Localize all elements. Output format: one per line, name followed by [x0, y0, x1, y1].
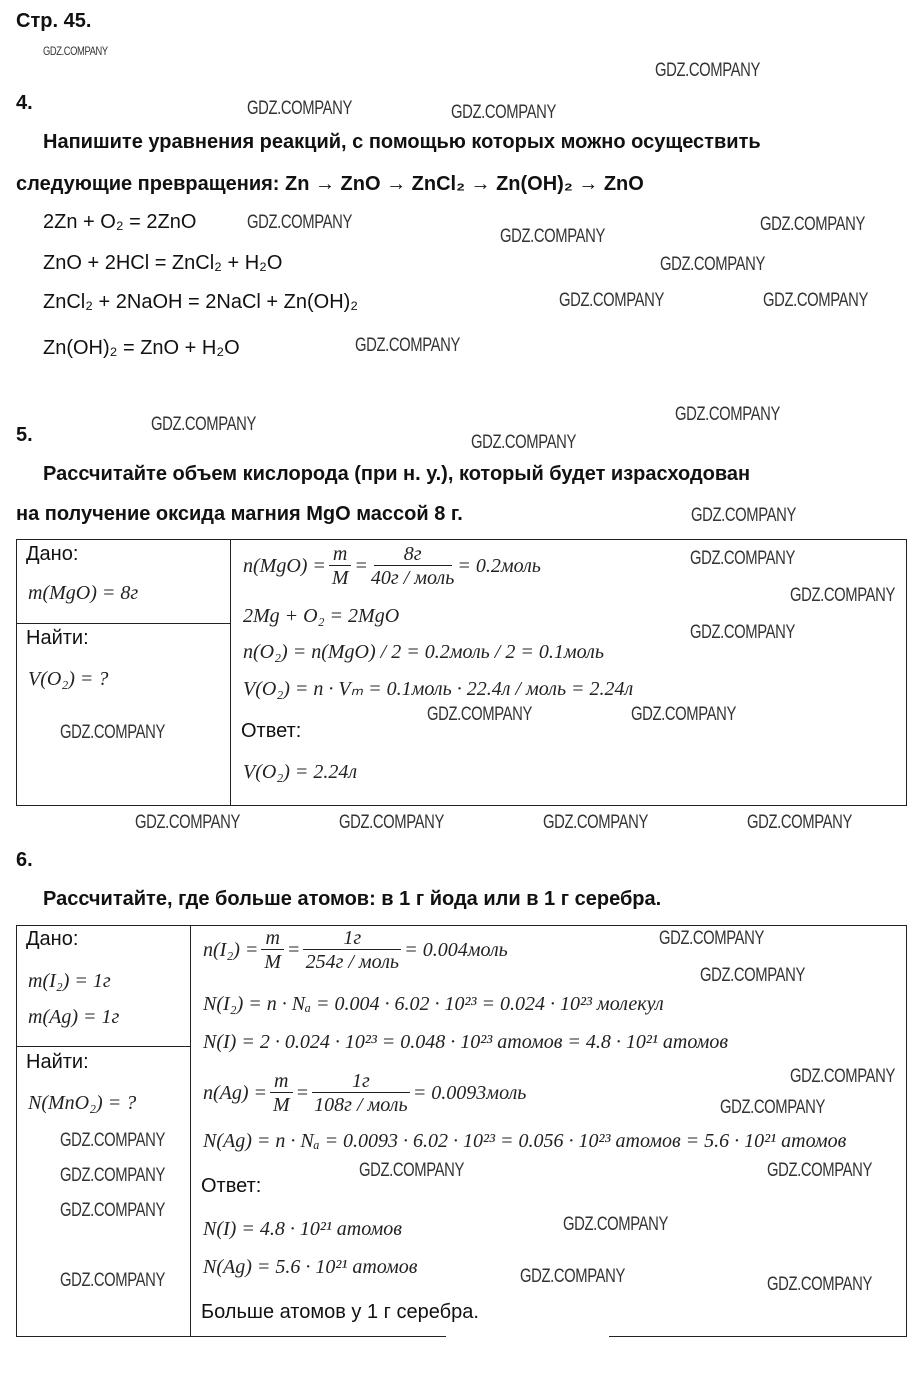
denominator: 108г / моль: [314, 1094, 408, 1116]
watermark: GDZ.COMPANY: [135, 812, 240, 833]
solution-formula-1: n(MgO) = $\frac{m}{M}$ = $\frac{8г}{\text{40г / моль}}$ = 0.2моль: [243, 543, 541, 589]
table-divider: [230, 539, 231, 805]
find-value: V(O₂) = ?: [28, 668, 109, 690]
table-bottom-border: [16, 1336, 446, 1337]
task4-equation-4: Zn(OH)₂ = ZnO + H₂O: [43, 337, 240, 359]
fraction: [270, 1070, 292, 1117]
watermark: GDZ.COMPANY: [763, 290, 868, 311]
formula-lhs: n(MgO) =: [243, 555, 326, 577]
task4-number: 4.: [16, 92, 33, 114]
watermark: GDZ.COMPANY: [60, 1270, 165, 1291]
task6-number: 6.: [16, 849, 33, 871]
denominator: M: [272, 1094, 290, 1116]
watermark: GDZ.COMPANY: [500, 226, 605, 247]
watermark: GDZ.COMPANY: [471, 432, 576, 453]
watermark: GDZ.COMPANY: [355, 335, 460, 356]
watermark: GDZ.COMPANY: [359, 1160, 464, 1181]
denominator: M: [331, 567, 349, 589]
task6-question: Рассчитайте, где больше атомов: в 1 г йода или в 1 г серебра.: [43, 888, 662, 910]
watermark: GDZ.COMPANY: [690, 548, 795, 569]
watermark: GDZ.COMPANY: [451, 102, 556, 123]
watermark: GDZ.COMPANY: [747, 812, 852, 833]
given-value: m(MgO) = 8г: [28, 582, 139, 604]
solution-line: N(I₂) = n · Nₐ = 0.004 · 6.02 · 10²³ = 0.024 · 10²³ молекул: [203, 993, 664, 1015]
fraction: [312, 1070, 410, 1117]
formula-rhs: = 0.2моль: [457, 555, 541, 577]
table-divider: [16, 1046, 190, 1047]
watermark: GDZ.COMPANY: [247, 212, 352, 233]
watermark: GDZ.COMPANY: [767, 1160, 872, 1181]
numerator: 1г: [303, 927, 401, 950]
table-divider: [190, 925, 191, 1337]
given-label: Дано:: [26, 543, 79, 565]
task4-equation-1: 2Zn + O₂ = 2ZnO: [43, 211, 197, 233]
denominator: 40г / моль: [370, 567, 455, 589]
fraction: [261, 927, 283, 974]
watermark: GDZ.COMPANY: [151, 414, 256, 435]
watermark: GDZ.COMPANY: [60, 722, 165, 743]
fraction: [303, 927, 401, 974]
numerator: 8г: [374, 543, 452, 566]
formula-rhs: = 0.0093моль: [412, 1082, 527, 1104]
solution-formula-1: n(I₂) = $\frac{m}{M}$ = $\frac{1г}{\text{254г / моль}}$ = 0.004моль: [203, 927, 508, 973]
task4-equation-2: ZnO + 2HCl = ZnCl₂ + H₂O: [43, 252, 283, 274]
watermark: GDZ.COMPANY: [691, 505, 796, 526]
watermark: GDZ.COMPANY: [631, 704, 736, 725]
solution-line: 2Mg + O₂ = 2MgO: [243, 605, 400, 627]
watermark: GDZ.COMPANY: [659, 928, 764, 949]
formula-lhs: n(Ag) =: [203, 1082, 268, 1104]
watermark: GDZ.COMPANY: [563, 1214, 668, 1235]
denominator: M: [264, 951, 281, 973]
table-divider: [16, 623, 230, 624]
watermark: GDZ.COMPANY: [690, 622, 795, 643]
watermark: GDZ.COMPANY: [767, 1274, 872, 1295]
numerator: m: [329, 543, 351, 566]
task5-question-line2: на получение оксида магния MgO массой 8 г.: [16, 503, 463, 525]
watermark: GDZ.COMPANY: [339, 812, 444, 833]
numerator: m: [261, 927, 283, 950]
fraction: [329, 543, 351, 590]
denominator: 254г / моль: [305, 951, 400, 973]
fraction: [371, 543, 454, 590]
task4-question-line1: Напишите уравнения реакций, с помощью которых можно осуществить: [43, 131, 761, 153]
watermark: GDZ.COMPANY: [60, 1200, 165, 1221]
watermark: GDZ.COMPANY: [247, 98, 352, 119]
formula-rhs: = 0.004моль: [404, 939, 508, 961]
answer-label: Ответ:: [201, 1175, 262, 1197]
watermark: GDZ.COMPANY: [700, 965, 805, 986]
table-bottom-border: [609, 1336, 906, 1337]
watermark: GDZ.COMPANY: [60, 1165, 165, 1186]
answer-value: N(Ag) = 5.6 · 10²¹ атомов: [203, 1256, 418, 1278]
answer-value: N(I) = 4.8 · 10²¹ атомов: [203, 1218, 402, 1240]
find-value: N(MnO₂) = ?: [28, 1092, 137, 1114]
solution-line: N(I) = 2 · 0.024 · 10²³ = 0.048 · 10²³ атомов = 4.8 · 10²¹ атомов: [203, 1031, 729, 1053]
formula-lhs: n(I₂) =: [203, 939, 259, 961]
watermark: GDZ.COMPANY: [660, 254, 765, 275]
answer-value: V(O₂) = 2.24л: [243, 761, 358, 783]
given-value: m(Ag) = 1г: [28, 1006, 120, 1028]
numerator: 1г: [312, 1070, 410, 1093]
task4-equation-3: ZnCl₂ + 2NaOH = 2NaCl + Zn(OH)₂: [43, 291, 359, 313]
conclusion: Больше атомов у 1 г серебра.: [201, 1301, 479, 1323]
watermark: GDZ.COMPANY: [760, 214, 865, 235]
watermark: GDZ.COMPANY: [520, 1266, 625, 1287]
given-label: Дано:: [26, 928, 79, 950]
watermark: GDZ.COMPANY: [655, 60, 760, 81]
watermark: GDZ.COMPANY: [427, 704, 532, 725]
solution-line: N(Ag) = n · Nₐ = 0.0093 · 6.02 · 10²³ = 0.056 · 10²³ атомов = 5.6 · 10²¹ атомов: [203, 1130, 847, 1152]
watermark: GDZ.COMPANY: [790, 1066, 895, 1087]
find-label: Найти:: [26, 627, 89, 649]
find-label: Найти:: [26, 1051, 89, 1073]
watermark: GDZ.COMPANY: [790, 585, 895, 606]
solution-line: n(O₂) = n(MgO) / 2 = 0.2моль / 2 = 0.1моль: [243, 641, 604, 663]
numerator: m: [270, 1070, 292, 1093]
solution-line: V(O₂) = n · Vₘ = 0.1моль · 22.4л / моль = 2.24л: [243, 678, 634, 700]
task5-number: 5.: [16, 424, 33, 446]
watermark: GDZ.COMPANY: [543, 812, 648, 833]
watermark: GDZ.COMPANY: [43, 44, 108, 58]
page-label: Стр. 45.: [16, 10, 92, 32]
task5-question-line1: Рассчитайте объем кислорода (при н. у.), который будет израсходован: [43, 463, 751, 485]
watermark: GDZ.COMPANY: [720, 1097, 825, 1118]
watermark: GDZ.COMPANY: [559, 290, 664, 311]
watermark: GDZ.COMPANY: [675, 404, 780, 425]
solution-formula-2: n(Ag) = $\frac{m}{M}$ = $\frac{1г}{\text{108г / моль}}$ = 0.0093моль: [203, 1070, 527, 1116]
answer-label: Ответ:: [241, 720, 302, 742]
task4-question-line2: следующие превращения: Zn → ZnO → ZnCl₂ → Zn(OH)₂ → ZnO: [16, 173, 644, 195]
watermark: GDZ.COMPANY: [60, 1130, 165, 1151]
given-value: m(I₂) = 1г: [28, 970, 111, 992]
